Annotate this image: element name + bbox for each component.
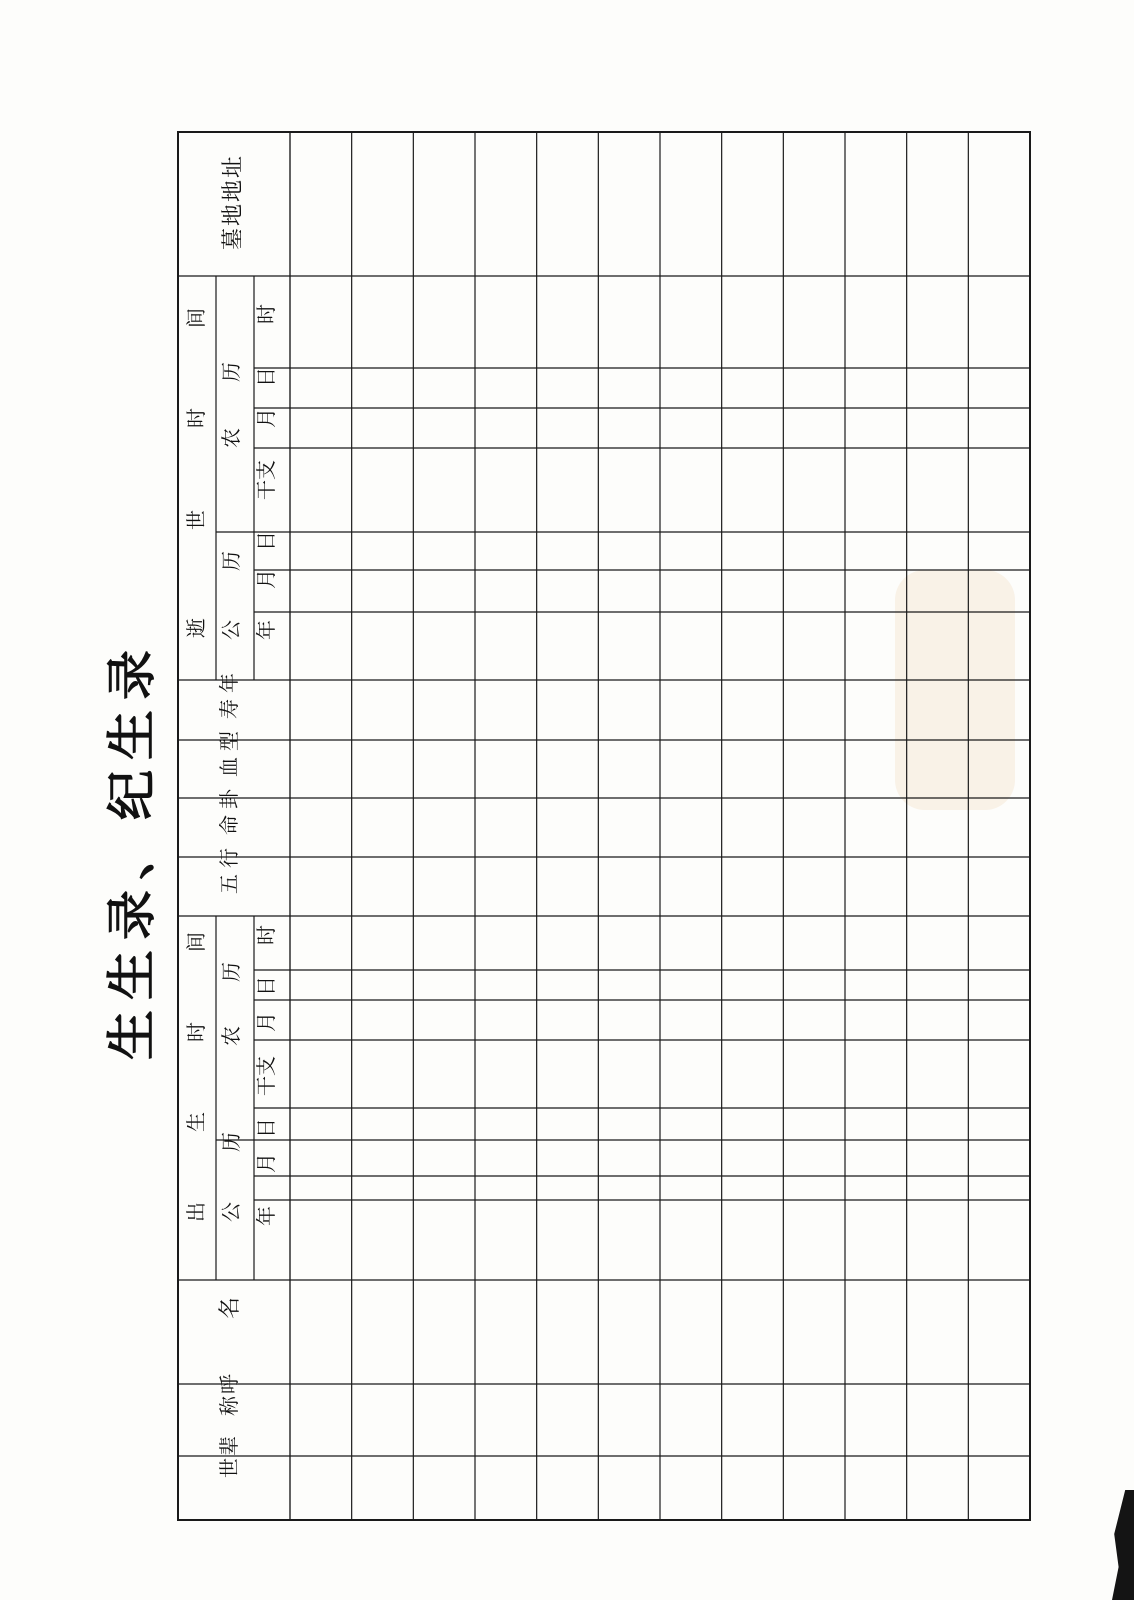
header-birth-ch3: 时	[184, 1022, 208, 1042]
header-birth-gregorian-month: 月	[254, 1153, 278, 1173]
header-birth-lunar-ch2: 历	[219, 962, 243, 982]
header-death-gregorian-ch2: 历	[219, 551, 243, 571]
page-title: 生生录、纪生录	[103, 640, 161, 1060]
header-blood-type: 血型	[217, 725, 241, 777]
header-death-gregorian-year: 年	[254, 620, 278, 640]
header-birth-lunar-day: 日	[254, 976, 278, 996]
header-appellation: 称呼	[217, 1372, 241, 1416]
header-lifespan: 寿年	[217, 667, 241, 719]
header-death-lunar-day: 日	[254, 367, 278, 387]
header-death-ch4: 间	[184, 308, 208, 328]
header-grave-address: 墓地地址	[221, 153, 246, 251]
header-birth-gregorian-ch1: 公	[219, 1202, 243, 1222]
header-death-lunar-ch2: 历	[219, 362, 243, 382]
header-birth-gregorian-ch2: 历	[219, 1132, 243, 1152]
header-death-lunar-ch1: 农	[219, 428, 243, 448]
header-birth-ch1: 出	[184, 1202, 208, 1222]
header-birth-lunar-ganzhi: 干支	[254, 1056, 278, 1096]
header-death-gregorian-day: 日	[254, 531, 278, 551]
header-birth-lunar-hour: 时	[254, 925, 278, 945]
header-five-elements: 五行	[217, 842, 241, 894]
header-death-lunar-month: 月	[254, 408, 278, 428]
header-death-lunar-hour: 时	[254, 304, 278, 324]
header-birth-lunar-ch1: 农	[219, 1026, 243, 1046]
header-death-lunar-ganzhi: 干支	[254, 460, 278, 500]
header-name: 名	[218, 1296, 243, 1320]
header-death-ch3: 时	[184, 408, 208, 428]
header-death-gregorian-ch1: 公	[219, 620, 243, 640]
header-death-gregorian-month: 月	[254, 569, 278, 589]
header-death-ch1: 逝	[184, 618, 208, 638]
header-birth-gregorian-year: 年	[254, 1206, 278, 1226]
header-generation: 世辈	[217, 1434, 241, 1478]
header-life-trigram: 命卦	[217, 783, 241, 835]
table-border	[178, 132, 1030, 1520]
header-death-ch2: 世	[184, 510, 208, 530]
header-birth-ch4: 间	[184, 932, 208, 952]
header-birth-ch2: 生	[184, 1112, 208, 1132]
header-birth-gregorian-day: 日	[254, 1118, 278, 1138]
header-birth-lunar-month: 月	[254, 1012, 278, 1032]
